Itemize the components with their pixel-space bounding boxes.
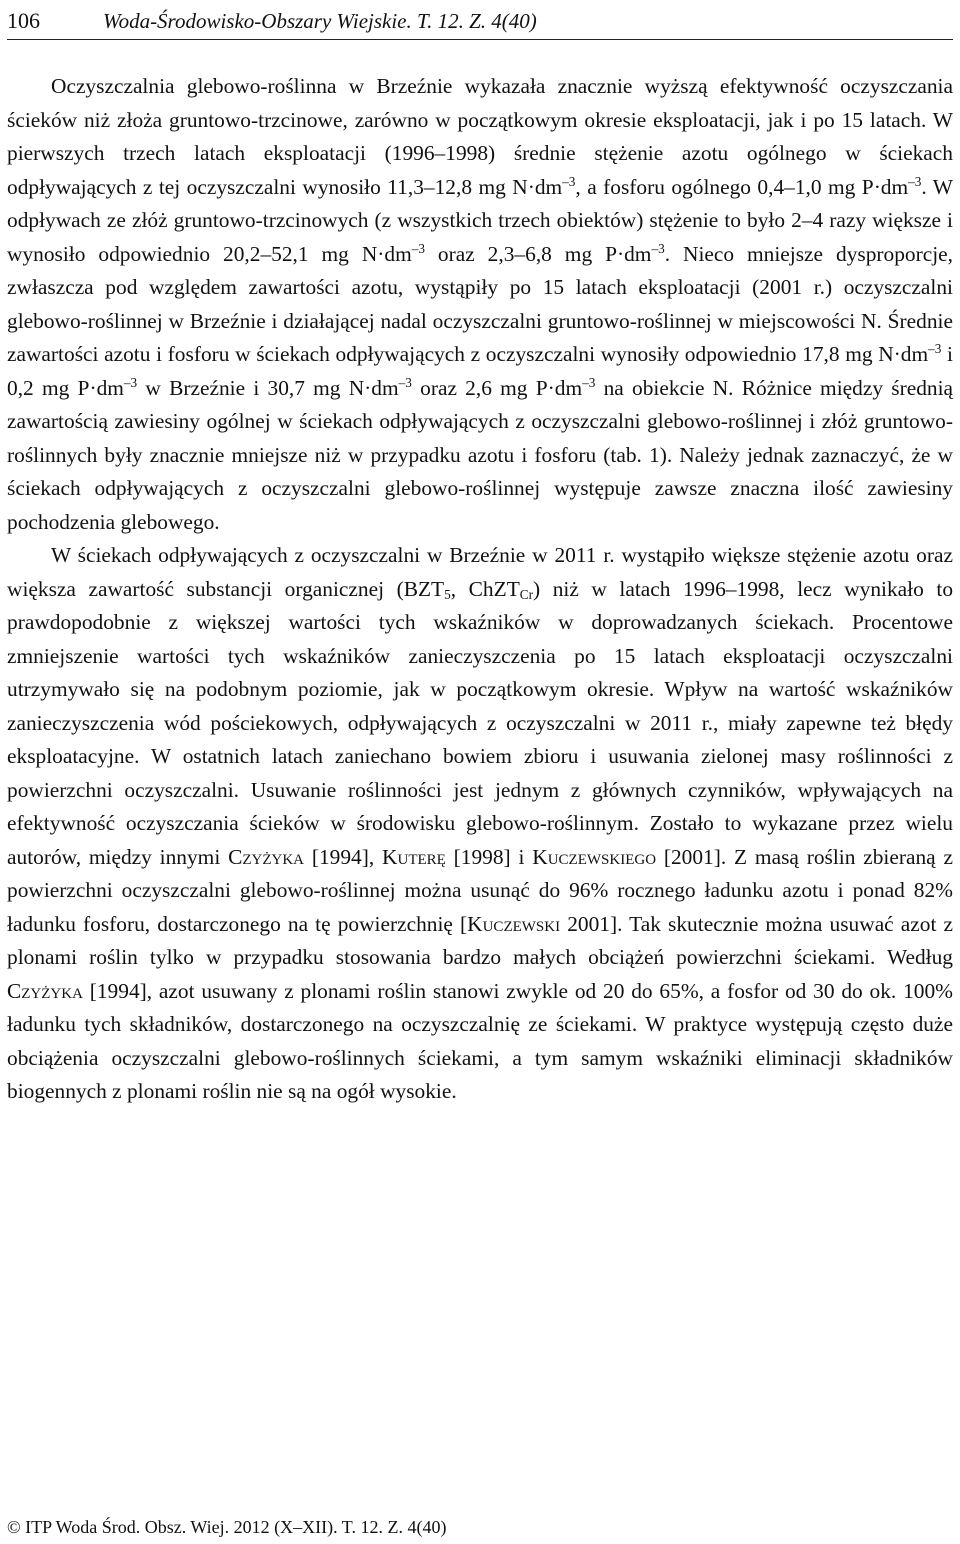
p2-text-c: ) niż w latach 1996–1998, lecz wynikało to prawdopodobnie z większej wartości tych wskaźników w doprowadzanych ściekach. Procentowe zmniejszenie wartości tych wskaźników zanieczyszczenia po 15 latach eksploatacji oczyszczalni utrzymywało się na podobnym poziomie, jak w początkowym okresie. Wpływ na wartość wskaźników zanieczyszczenia wód pościekowych, odpływających z oczyszczalni w 2011 r., miały zapewne też błędy eksploatacyjne. W ostatnich latach zaniechano bowiem zbioru i usuwania zielonej masy roślinności z powierzchni oczyszczalni. Usuwanie roślinności jest jednym z głównych czynników, wpływających na efektywność oczyszczania ścieków w środowisku glebowo-roślinnym. Zostało to wykazane przez wielu autorów, między innymi: [7, 576, 954, 869]
author-czyzyk-1: Czyżyka: [228, 844, 305, 869]
p2-subscript-2: Cr: [519, 586, 534, 602]
p1-superscript-4: –3: [651, 240, 665, 256]
article-body: [7, 70, 953, 1109]
author-kuczewski-2: Kuczewski: [467, 911, 561, 936]
author-czyzyk-2: Czyżyka: [7, 978, 83, 1003]
p1-superscript-3: –3: [411, 240, 425, 256]
p1-superscript-6: –3: [123, 374, 138, 390]
p1-superscript-7: –3: [398, 374, 412, 390]
p1-text-b: , a fosforu ogólnego 0,4–1,0 mg P·dm: [575, 174, 909, 199]
p1-text-d: oraz 2,3–6,8 mg P·dm: [424, 241, 652, 266]
p1-superscript-2: –3: [908, 173, 922, 189]
header-divider: [7, 39, 953, 40]
p2-text-d: [1994],: [304, 844, 383, 869]
p1-text-c: . W odpływach ze złóż gruntowo-trzcinowych (z wszystkich trzech obiektów) stężenie to było 2–4 razy większe i wynosiło odpowiednio 20,2–52,1 mg N·dm: [7, 174, 953, 266]
p2-text-g: 2001]. Tak skutecznie można usuwać azot z plonami roślin tylko w przypadku stosowania bardzo małych obciążeń powierzchni ściekami. Według: [7, 911, 953, 969]
p2-subscript-1: 5: [444, 586, 451, 602]
p1-text-f: i 0,2 mg P·dm: [7, 342, 953, 400]
page-number: 106: [7, 8, 40, 33]
p2-text-h: [1994], azot usuwany z plonami roślin stanowi zwykle od 20 do 65%, a fosfor od 30 do ok. 100% ładunku tych składników, dostarczonego na oczyszczalnię ze ściekami. W praktyce występują często duże obciążenia oczyszczalni glebowo-roślinnych ściekami, a tym samym wskaźniki eliminacji składników biogennych z plonami roślin nie są na ogół wysokie.: [7, 978, 953, 1103]
copyright-notice: © ITP Woda Środ. Obsz. Wiej. 2012 (X–XII). T. 12. Z. 4(40): [7, 1517, 447, 1537]
p1-text-i: na obiekcie N. Różnice między średnią zawartością zawiesiny ogólnej w ściekach odpływających z oczyszczalni glebowo-roślinnej i złóż gruntowo-roślinnych były znacznie mniejsze niż w przypadku azotu i fosforu (tab. 1). Należy jednak zaznaczyć, że w ściekach odpływających z oczyszczalni glebowo-roślinnej występuje zawsze znaczna ilość zawiesiny pochodzenia glebowego.: [7, 375, 954, 534]
p1-superscript-1: –3: [562, 173, 576, 189]
p1-text-e: . Nieco mniejsze dysproporcje, zwłaszcza pod względem zawartości azotu, wystąpiły po 15 latach eksploatacji (2001 r.) oczyszczalni glebowo-roślinnej w Brzeźnie i działającej nadal oczyszczalni gruntowo-roślinnej w miejscowości N. Średnie zawartości azotu i fosforu w ściekach odpływających z oczyszczalni wynosiły odpowiednio 17,8 mg N·dm: [7, 241, 954, 366]
p1-text-g: w Brzeźnie i 30,7 mg N·dm: [137, 375, 399, 400]
p2-text-e: [1998] i: [445, 844, 533, 869]
paragraph-1: [7, 70, 953, 539]
p1-text-a: Oczyszczalnia glebowo-roślinna w Brzeźnie wykazała znacznie wyższą efektywność oczyszczania ścieków niż złoża gruntowo-trzcinowe, zarówno w początkowym okresie eksploatacji, jak i po 15 latach. W pierwszych trzech latach eksploatacji (1996–1998) średnie stężenie azotu ogólnego w ściekach odpływających z tej oczyszczalni wynosiło 11,3–12,8 mg N·dm: [7, 74, 953, 199]
p2-text-a: W ściekach odpływających z oczyszczalni w Brzeźnie w 2011 r. wystąpiło większe stężenie azotu oraz większa zawartość substancji organicznej (BZT: [7, 543, 953, 601]
p1-text-h: oraz 2,6 mg P·dm: [411, 375, 583, 400]
p1-superscript-5: –3: [928, 340, 942, 356]
journal-title: Woda-Środowisko-Obszary Wiejskie. T. 12. Z. 4(40): [103, 9, 537, 33]
p2-text-b: , ChZT: [450, 576, 520, 601]
page-header: [7, 6, 947, 40]
page-footer: [7, 1515, 446, 1539]
paragraph-2: [7, 539, 953, 1109]
author-kutera: Kuterę: [382, 844, 446, 869]
p2-text-f: [2001]. Z masą roślin zbieraną z powierzchni oczyszczalni glebowo-roślinnej można usunąć do 96% rocznego ładunku azotu i ponad 82% ładunku fosforu, dostarczonego na tę powierzchnię [: [7, 844, 953, 936]
p1-superscript-8: –3: [582, 374, 596, 390]
author-kuczewski-1: Kuczewskiego: [532, 844, 657, 869]
